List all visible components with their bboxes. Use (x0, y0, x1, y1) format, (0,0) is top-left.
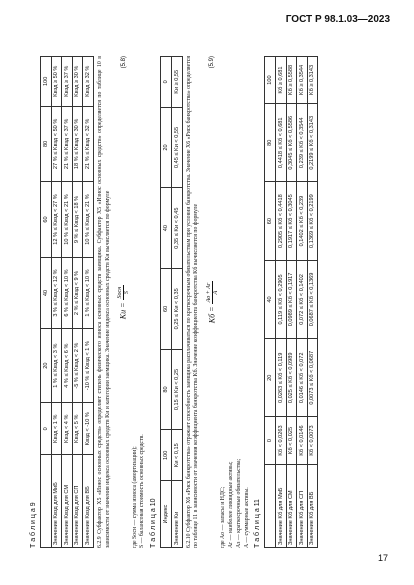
table-cell: 0,1402 ≤ Kб < 0,239 (297, 182, 308, 260)
table-cell: 6 % ≤ Kвзд < 10 % (62, 257, 73, 328)
column-header: Индекс (161, 481, 172, 548)
formula-5-8-numerator: Sосн (117, 286, 124, 299)
table-cell: 0,0989 ≤ Kб < 0,1917 (286, 260, 297, 338)
table-cell: 10 % ≤ Kвзд < 21 % (83, 182, 94, 258)
table-cell: Kвзд ≥ 50 % (51, 57, 62, 107)
table-row (83, 57, 94, 548)
table-cell: 0,1917 ≤ Kб < 0,3045 (286, 182, 297, 260)
column-header: 40 (265, 260, 276, 338)
column-header: 60 (41, 182, 52, 258)
row-label: Значение Kвзд для МиБ (51, 455, 62, 548)
formula-5-9-numerator: Ao + Ar (205, 282, 212, 303)
column-header: 40 (161, 188, 172, 269)
rotated-content (30, 56, 382, 548)
table-cell: 2 % ≤ Kвзд < 9 % (72, 257, 83, 328)
legend-line: Aз — краткосрочные обязательства; (235, 458, 242, 548)
table-cell: Kб < 0,0146 (297, 417, 308, 464)
table-cell: 0,25 ≤ Kи < 0,35 (171, 268, 182, 349)
legend-line: где Ao — запасы и НДС; (220, 486, 227, 548)
table-cell: Kвзд ≥ 32 % (83, 57, 94, 107)
table-cell: 0,0687 ≤ Kб < 0,1369 (307, 260, 318, 338)
table-cell: 0,0263 ≤ Kб < 0,119 (276, 339, 287, 417)
row-label: Значение Kб для СП (297, 464, 308, 547)
table11-title: Т а б л и ц а 11 (254, 499, 262, 548)
formula-5-9-denominator: A (212, 290, 219, 295)
table-row (307, 57, 318, 548)
table-row (72, 57, 83, 548)
table-cell: Kб ≥ 0,3544 (297, 57, 308, 104)
table-cell: Kб < 0,0073 (307, 417, 318, 464)
table-row (62, 57, 73, 548)
formula-5-8-number: (5.8) (120, 56, 127, 69)
column-header: 100 (161, 430, 172, 481)
column-header: 100 (265, 57, 276, 104)
table-cell: 4 % ≤ Kвзд < 6 % (62, 329, 73, 403)
table-header-row (41, 57, 52, 548)
table-cell: Kвзд < 5 % (72, 403, 83, 455)
table-cell: 0,2199 ≤ Kб < 0,3143 (307, 104, 318, 182)
table-cell: Kи < 0,15 (171, 430, 182, 481)
standard-header: ГОСТ Р 98.1.03—2023 (285, 14, 390, 25)
table-cell: 0,4418 ≤ Kб < 0,681 (276, 104, 287, 182)
table-cell: 0,0073 ≤ Kб < 0,0687 (307, 339, 318, 417)
row-label: Значение Kвзд для СП (72, 455, 83, 548)
table-cell: 0,45 ≤ Kи < 0,55 (171, 107, 182, 188)
table10 (160, 56, 182, 548)
formula-5-8 (116, 56, 132, 548)
table11 (264, 56, 318, 548)
column-header: 100 (41, 57, 52, 107)
page-number: 17 (377, 553, 388, 563)
row-label: Значение Kб для ВБ (307, 464, 318, 547)
table-cell: Kвзд < 1 % (51, 403, 62, 455)
column-header (41, 455, 52, 548)
table-cell: -5 % ≤ Kвзд < 2 % (72, 329, 83, 403)
table-cell: 0,0146 ≤ Kб < 0,072 (297, 339, 308, 417)
legend-line: Ar — наиболее ликвидные активы; (227, 461, 234, 548)
table-cell: 0,15 ≤ Kи < 0,25 (171, 349, 182, 430)
table-cell: 27 % ≤ Kвзд < 50 % (51, 106, 62, 182)
paragraph-6-2-9: 6.2.9 Субфактор X5 «Износ основных средств» определяет степень физического износа основных средств заемщика. Субфактор X5 «Износ основных средств» определяется по таблице 10 в зависимости от значения индекса основных средств Kи и категории заемщика. Значение индекса основных средств Kи вычисляется по формуле (97, 56, 111, 548)
legend-line: S — балансовая стоимость основных средств. (139, 434, 146, 548)
table-cell: 0,35 ≤ Kи < 0,45 (171, 188, 182, 269)
column-header: 20 (161, 107, 172, 188)
table-cell: 0,072 ≤ Kб < 0,1402 (297, 260, 308, 338)
table-cell: Kвзд < -10 % (83, 403, 94, 455)
column-header: 80 (161, 349, 172, 430)
table-cell: Kвзд ≥ 30 % (72, 57, 83, 107)
table-cell: 0,3045 ≤ Kб < 0,5586 (286, 104, 297, 182)
table-cell: Kвзд < 4 % (62, 403, 73, 455)
table-cell: Kб < 0,025 (286, 417, 297, 464)
table-cell: 0,1369 ≤ Kб < 0,2199 (307, 182, 318, 260)
table-cell: 21 % ≤ Kвзд < 37 % (62, 106, 73, 182)
table-header-row (161, 57, 172, 548)
formula-5-8-denominator: S (124, 291, 131, 295)
column-header: 0 (41, 403, 52, 455)
table9 (40, 56, 94, 548)
column-header: 80 (265, 104, 276, 182)
legend-line: где Sосн — сумма износа (амортизации); (131, 446, 138, 548)
table-row (171, 57, 182, 548)
table-cell: 1 % ≤ Kвзд < 3 % (51, 329, 62, 403)
legend-5-8 (132, 56, 148, 548)
table-cell: 12 % ≤ Kвзд < 27 % (51, 182, 62, 258)
paragraph-6-2-10: 6.2.10 Субфактор X6 «Риск банкротства» отражает способность заемщика расплачиваться по краткосрочным обязательствам при условии банкротства. Значение X6 «Риск банкротства» определяется по таблице 11 в зависимости от значения коэффициента банкротства Kб. Значение коэффициента банкротства Kб вычисляется по формуле (185, 56, 200, 548)
column-header: 20 (265, 339, 276, 417)
legend-line: A — суммарные активы. (243, 487, 250, 548)
table-cell: Kб ≥ 0,681 (276, 57, 287, 104)
table-cell: 0,025 ≤ Kб < 0,0989 (286, 339, 297, 417)
legend-5-9 (220, 56, 251, 548)
table-cell: 0,2905 ≤ Kб < 0,4418 (276, 182, 287, 260)
column-header: 20 (41, 329, 52, 403)
row-label: Значение Kб для МиБ (276, 464, 287, 547)
formula-5-9-lhs: Kб = (206, 306, 216, 324)
column-header: 60 (265, 182, 276, 260)
column-header: 80 (41, 106, 52, 182)
formula-5-8-lhs: Kи = (118, 302, 128, 320)
table-row (276, 57, 287, 548)
table-cell: 0,119 ≤ Kб < 0,2905 (276, 260, 287, 338)
table-cell: Kвзд ≥ 37 % (62, 57, 73, 107)
column-header: 40 (41, 257, 52, 328)
column-header: 60 (161, 268, 172, 349)
table-cell: Kб < 0,0263 (276, 417, 287, 464)
row-label: Значение Kвзд для СМ (62, 455, 73, 548)
table-row (297, 57, 308, 548)
table-cell: Kб ≥ 0,3143 (307, 57, 318, 104)
table-cell: 9 % ≤ Kвзд < 18 % (72, 182, 83, 258)
formula-5-9 (204, 56, 220, 548)
row-label: Значение Kвзд для ВБ (83, 455, 94, 548)
table-cell: 10 % ≤ Kвзд < 21 % (62, 182, 73, 258)
table9-title: Т а б л и ц а 9 (30, 502, 37, 548)
column-header: 0 (265, 417, 276, 464)
table10-title: Т а б л и ц а 10 (150, 498, 158, 548)
column-header (265, 464, 276, 547)
formula-5-9-number: (5.9) (209, 56, 216, 69)
table-cell: Kи ≥ 0,55 (171, 57, 182, 108)
table-cell: 21 % ≤ Kвзд < 32 % (83, 106, 94, 182)
table-row (51, 57, 62, 548)
table-row (286, 57, 297, 548)
table-cell: 18 % ≤ Kвзд < 30 % (72, 106, 83, 182)
column-header: 0 (161, 57, 172, 108)
table-cell: -10 % ≤ Kвзд < 1 % (83, 329, 94, 403)
table-cell: Kб ≥ 0,5588 (286, 57, 297, 104)
row-label: Значение Kб для СМ (286, 464, 297, 547)
table-cell: 0,239 ≤ Kб < 0,3544 (297, 104, 308, 182)
table-header-row (265, 57, 276, 548)
table-cell: 1 % ≤ Kвзд < 10 % (83, 257, 94, 328)
table-cell: 3 % ≤ Kвзд < 12 % (51, 257, 62, 328)
row-label: Значение Kи (171, 481, 182, 548)
